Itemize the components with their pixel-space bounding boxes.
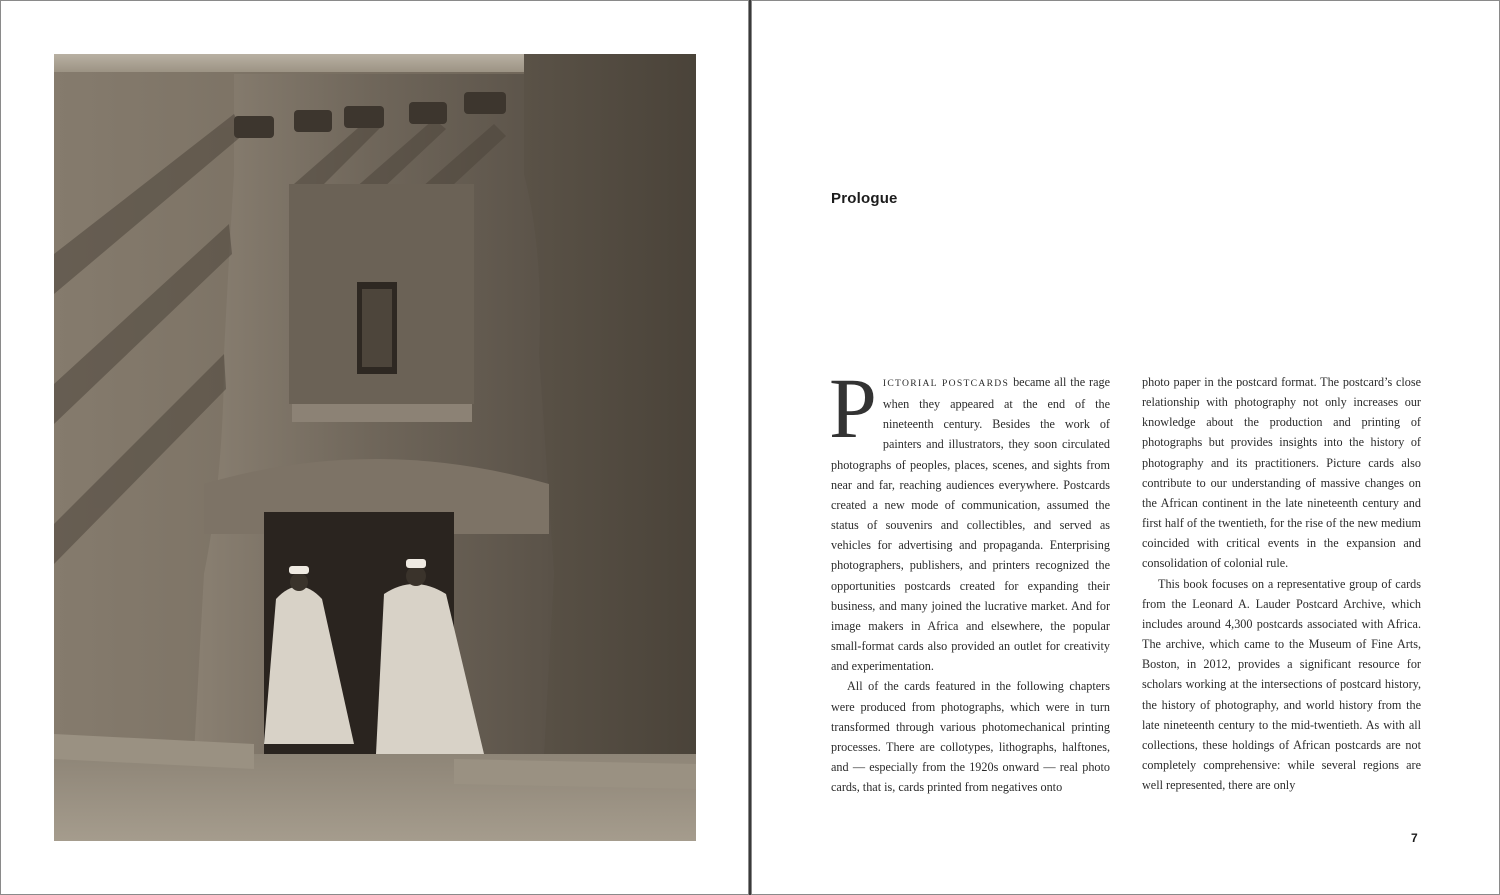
text-column-1 (829, 360, 1110, 797)
chapter-title: Prologue (831, 190, 898, 207)
right-page (751, 0, 1500, 895)
paragraph-1 (829, 360, 1110, 676)
sepia-photograph (54, 54, 696, 841)
left-page (0, 0, 749, 895)
paragraph-2: All of the cards featured in the following chapters were produced from photographs, which were in turn transformed through various photomechanical printing processes. There are collotypes, lithographs, halftones, and — especially from the 1920s onward — real photo cards, that is, cards printed from negatives onto (831, 679, 1110, 795)
drop-cap: P (829, 360, 877, 456)
mud-building-photo (54, 54, 696, 841)
page-number: 7 (1411, 831, 1418, 845)
paragraph-1-continued: photo paper in the postcard format. The postcard’s close relationship with photography not only increases our knowledge about the production and printing of photographs but provides insights into the history of photography and its practitioners. Picture cards also contribute to our understanding of massive changes on the African continent in the late nineteenth century and first half of the twentieth, for the rise of the new medium coincided with critical events in the expansion and consolidation of colonial rule. (1142, 375, 1421, 571)
paragraph-1-text: became all the rage when they appeared at the end of the nineteenth century. Besides the work of painters and illustrators, they soon circulated photographs of peoples, places, scenes, and sights from near and far, reaching audiences everywhere. Postcards created a new mode of communication, assumed the status of souvenirs and collectibles, and served as vehicles for advertising and propaganda. Enterprising photographers, publishers, and printers recognized the opportunities postcards created for expanding their business, and many joined the lucrative market. And for image makers in Africa and elsewhere, the popular small-format cards also provided an outlet for creativity and experimentation. (831, 375, 1110, 674)
opening-smallcaps: ICTORIAL POSTCARDS (882, 378, 1010, 389)
paragraph-3: This book focuses on a representative group of cards from the Leonard A. Lauder Postcard Archive, which includes around 4,300 postcards associated with Africa. The archive, which came to the Museum of Fine Arts, Boston, in 2012, provides a significant resource for scholars working at the intersections of postcard history, the history of photography, and world history from the late nineteenth century to the mid-twentieth. As with all collections, these holdings of African postcards are not completely comprehensive: while several regions are well represented, there are only (1142, 576, 1421, 793)
text-column-2 (1142, 372, 1421, 795)
